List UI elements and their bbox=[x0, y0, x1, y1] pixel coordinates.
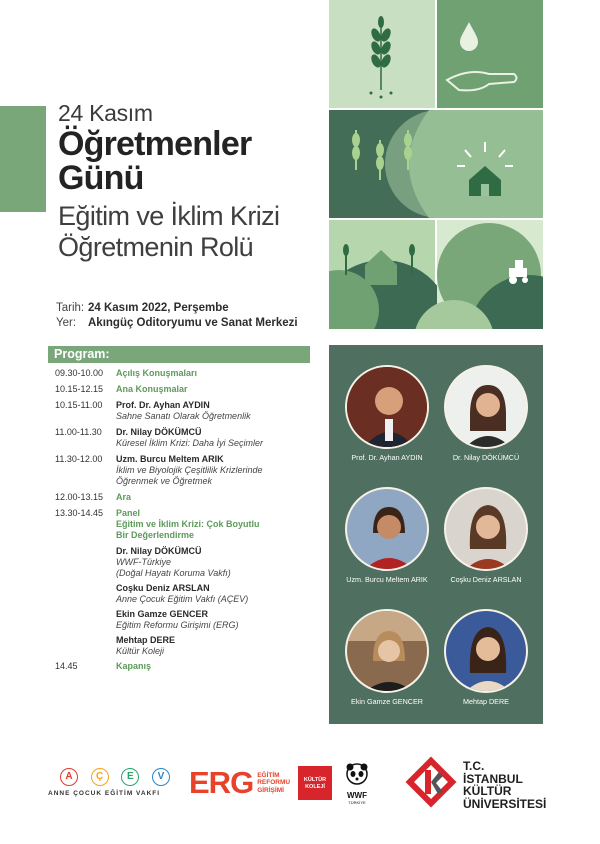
erg-logo bbox=[189, 766, 289, 800]
item-title: Kapanış bbox=[116, 661, 152, 671]
speaker-photo bbox=[345, 609, 429, 693]
program-item bbox=[55, 454, 320, 487]
kultur-line: KÜLTÜR bbox=[303, 777, 327, 783]
uni-line: İSTANBUL bbox=[463, 771, 523, 786]
panelist-org: Kültür Koleji bbox=[116, 646, 165, 656]
speakers-panel bbox=[329, 345, 543, 724]
title-block bbox=[58, 100, 328, 263]
item-time: 09.30-10.00 bbox=[55, 368, 104, 378]
erg-wordmark: ERG bbox=[189, 765, 254, 800]
speaker-name: Uzm. Burcu Meltem ARIK bbox=[346, 575, 428, 584]
speaker-name: Coşku Deniz ARSLAN bbox=[450, 575, 522, 584]
item-time: 12.00-13.15 bbox=[55, 492, 104, 502]
panelist-org: (Doğal Hayatı Koruma Vakfı) bbox=[116, 568, 231, 578]
erg-line: EĞİTİM bbox=[257, 771, 280, 779]
item-talk: Öğrenmek ve Öğretmek bbox=[116, 476, 213, 486]
item-talk: İklim ve Biyolojik Çeşitlilik Krizlerinde bbox=[116, 465, 263, 475]
date-value: 24 Kasım 2022, Perşembe bbox=[88, 302, 229, 314]
sponsor-logos bbox=[0, 750, 600, 810]
program-item bbox=[55, 400, 320, 422]
panelist-org: Eğitim Reformu Girişimi (ERG) bbox=[116, 620, 239, 630]
wwf-logo bbox=[342, 762, 372, 806]
speaker-card bbox=[344, 609, 430, 706]
panelist bbox=[55, 635, 320, 657]
wwf-sub: TÜRKİYE bbox=[348, 800, 366, 805]
speaker-card bbox=[344, 487, 430, 584]
speaker-name: Ekin Gamze GENCER bbox=[351, 697, 423, 706]
speaker-name: Prof. Dr. Ayhan AYDIN bbox=[351, 453, 423, 462]
panelist-name: Mehtap DERE bbox=[116, 635, 176, 645]
panelist-org: WWF-Türkiye bbox=[116, 557, 171, 567]
date-label: Tarih: bbox=[56, 302, 85, 314]
program-item bbox=[55, 492, 320, 503]
kultur-koleji-logo bbox=[298, 766, 332, 800]
illustration-grid bbox=[329, 0, 543, 329]
item-title: Ara bbox=[116, 492, 132, 502]
program-item bbox=[55, 427, 320, 449]
speaker-card bbox=[443, 365, 529, 462]
program-item bbox=[55, 508, 320, 541]
program-item bbox=[55, 368, 320, 379]
event-subtitle-line2: Öğretmenin Rolü bbox=[58, 232, 254, 262]
accent-bar bbox=[0, 106, 46, 212]
panelist-name: Dr. Nilay DÖKÜMCÜ bbox=[116, 546, 202, 556]
acev-logo: A Ç E V ANNE ÇOCUK EĞİTİM VAKFI bbox=[48, 768, 180, 800]
speaker-card bbox=[443, 487, 529, 584]
item-speaker: Uzm. Burcu Meltem ARIK bbox=[116, 454, 224, 464]
speaker-card bbox=[443, 609, 529, 706]
item-talk: Küresel İklim Krizi: Daha İyi Seçimler bbox=[116, 438, 264, 448]
event-subtitle bbox=[58, 201, 328, 263]
panel-title: Eğitim ve İklim Krizi: Çok Boyutlu bbox=[116, 519, 260, 529]
speaker-name: Dr. Nilay DÖKÜMCÜ bbox=[452, 453, 520, 462]
item-time: 14.45 bbox=[55, 661, 78, 671]
speaker-photo bbox=[345, 487, 429, 571]
erg-line: GİRİŞİMİ bbox=[257, 786, 284, 794]
program-list bbox=[55, 368, 320, 677]
erg-line: REFORMU bbox=[257, 779, 291, 787]
item-speaker: Prof. Dr. Ayhan AYDIN bbox=[116, 400, 210, 410]
uni-line: T.C. bbox=[463, 759, 485, 773]
kultur-line: KOLEJİ bbox=[305, 784, 325, 790]
item-time: 11.00-11.30 bbox=[55, 427, 102, 437]
program-item bbox=[55, 384, 320, 395]
university-emblem-icon bbox=[405, 756, 457, 808]
item-time: 11.30-12.00 bbox=[55, 454, 103, 464]
panelist bbox=[55, 583, 320, 605]
item-title: Panel bbox=[116, 508, 141, 518]
speaker-photo bbox=[444, 487, 528, 571]
panelist-org: Anne Çocuk Eğitim Vakfı (AÇEV) bbox=[116, 594, 249, 604]
event-subtitle-line1: Eğitim ve İklim Krizi bbox=[58, 201, 280, 231]
item-speaker: Dr. Nilay DÖKÜMCÜ bbox=[116, 427, 202, 437]
speaker-name: Mehtap DERE bbox=[463, 697, 509, 706]
event-title-line1: Öğretmenler bbox=[58, 125, 252, 163]
speaker-photo bbox=[345, 365, 429, 449]
program-heading: Program: bbox=[48, 346, 310, 363]
item-title: Açılış Konuşmaları bbox=[116, 368, 198, 378]
item-talk: Sahne Sanatı Olarak Öğretmenlik bbox=[116, 411, 251, 421]
panelist-name: Coşku Deniz ARSLAN bbox=[116, 583, 210, 593]
item-title: Ana Konuşmalar bbox=[116, 384, 188, 394]
panelist bbox=[55, 546, 320, 579]
speaker-photo bbox=[444, 609, 528, 693]
item-time: 13.30-14.45 bbox=[55, 508, 104, 518]
speaker-photo bbox=[444, 365, 528, 449]
event-meta bbox=[56, 301, 298, 330]
uni-line: KÜLTÜR bbox=[463, 784, 512, 798]
panelist-name: Ekin Gamze GENCER bbox=[116, 609, 209, 619]
climate-illustration bbox=[329, 0, 543, 329]
uni-line: ÜNİVERSİTESİ bbox=[463, 796, 547, 811]
panda-icon bbox=[345, 762, 369, 786]
item-time: 10.15-11.00 bbox=[55, 400, 103, 410]
place-value: Akıngüç Oditoryumu ve Sanat Merkezi bbox=[88, 316, 298, 329]
place-label: Yer: bbox=[56, 316, 77, 329]
panel-title: Bir Değerlendirme bbox=[116, 530, 195, 540]
university-logo bbox=[405, 756, 555, 812]
speaker-card bbox=[344, 365, 430, 462]
item-time: 10.15-12.15 bbox=[55, 384, 104, 394]
event-date-title: 24 Kasım bbox=[58, 100, 153, 126]
acev-tagline: ANNE ÇOCUK EĞİTİM VAKFI bbox=[48, 790, 161, 797]
panelist bbox=[55, 609, 320, 631]
wwf-wordmark: WWF bbox=[347, 791, 367, 800]
event-title-line2: Günü bbox=[58, 159, 144, 197]
program-item bbox=[55, 661, 320, 672]
